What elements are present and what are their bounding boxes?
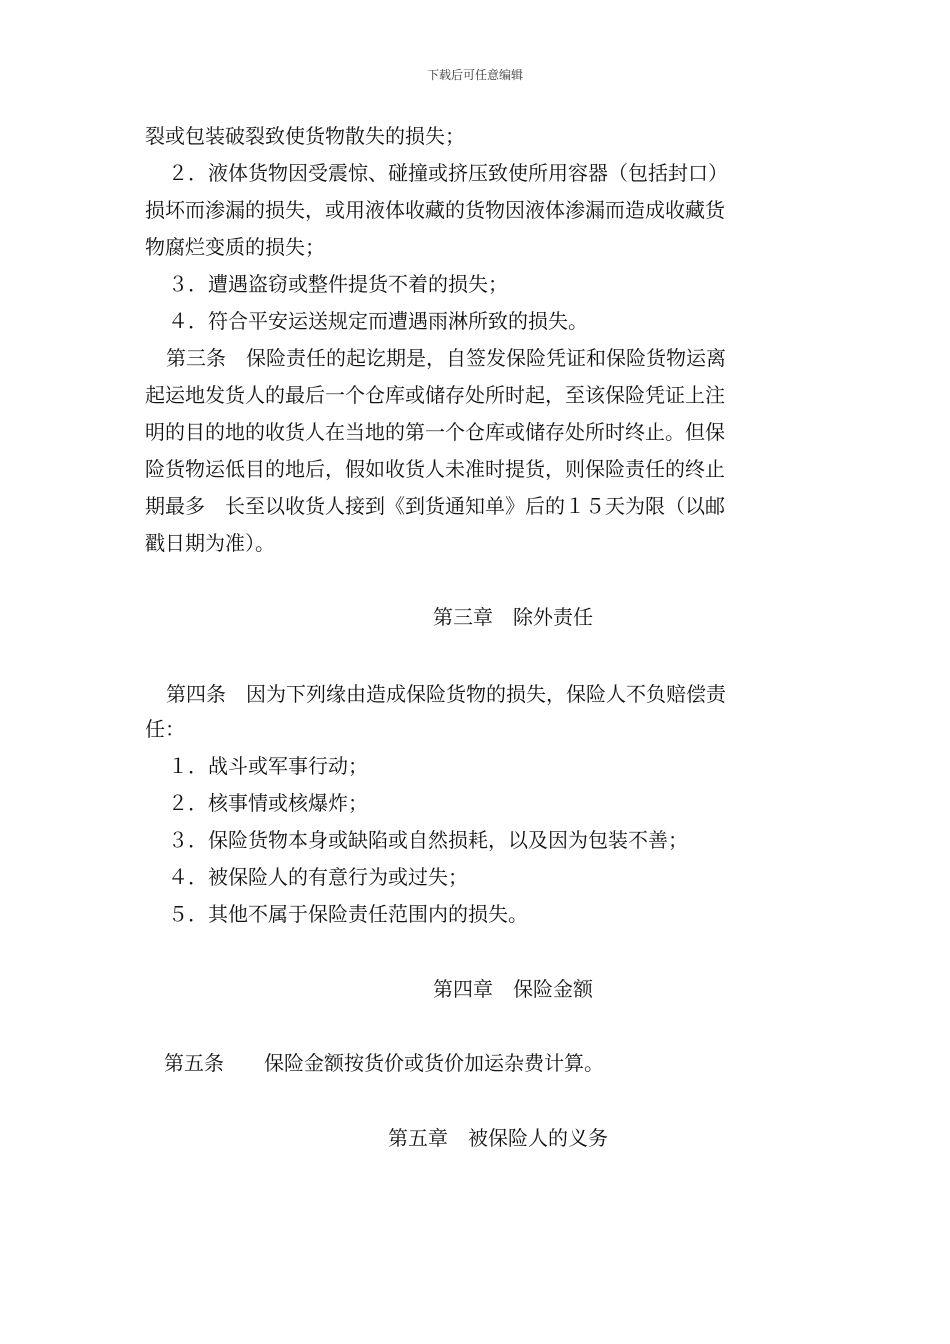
- list-item: ２．液体货物因受震惊、碰撞或挤压致使所用容器（包括封口）: [168, 161, 728, 185]
- list-item: ４．被保险人的有意行为或过失；: [168, 865, 468, 889]
- list-item: ５．其他不属于保险责任范围内的损失。: [168, 902, 528, 926]
- article-5-line: 第五条 保险金额按货价或货价加运杂费计算。: [164, 1051, 604, 1075]
- paragraph-line: 戳日期为准）。: [145, 531, 275, 555]
- list-item: ４．符合平安运送规定而遭遇雨淋所致的损失。: [168, 309, 588, 333]
- chapter-3-heading: 第三章 除外责任: [433, 605, 593, 629]
- list-item: １．战斗或军事行动；: [168, 754, 368, 778]
- chapter-5-heading: 第五章 被保险人的义务: [388, 1126, 608, 1150]
- article-3-line: 第三条 保险责任的起讫期是，自签发保险凭证和保险货物运离: [166, 346, 726, 370]
- list-item: ２．核事情或核爆炸；: [168, 791, 368, 815]
- page-header: 下载后可任意编辑: [426, 68, 523, 82]
- paragraph-line: 明的目的地的收货人在当地的第一个仓库或储存处所时终止。但保: [145, 420, 725, 444]
- article-4-line: 第四条 因为下列缘由造成保险货物的损失，保险人不负赔偿责: [166, 682, 726, 706]
- list-item: ３．遭遇盗窃或整件提货不着的损失；: [168, 272, 508, 296]
- paragraph-line: 物腐烂变质的损失；: [145, 235, 325, 259]
- paragraph-line: 险货物运低目的地后，假如收货人未准时提货，则保险责任的终止: [145, 457, 725, 481]
- paragraph-line: 起运地发货人的最后一个仓库或储存处所时起，至该保险凭证上注: [145, 383, 725, 407]
- paragraph-line: 任：: [145, 717, 185, 741]
- paragraph-line: 损坏而渗漏的损失，或用液体收藏的货物因液体渗漏而造成收藏货: [145, 198, 725, 222]
- paragraph-line: 期最多 长至以收货人接到《到货通知单》后的１５天为限（以邮: [145, 494, 725, 518]
- paragraph-line: 裂或包装破裂致使货物散失的损失；: [145, 124, 465, 148]
- list-item: ３．保险货物本身或缺陷或自然损耗，以及因为包装不善；: [168, 828, 688, 852]
- chapter-4-heading: 第四章 保险金额: [433, 977, 593, 1001]
